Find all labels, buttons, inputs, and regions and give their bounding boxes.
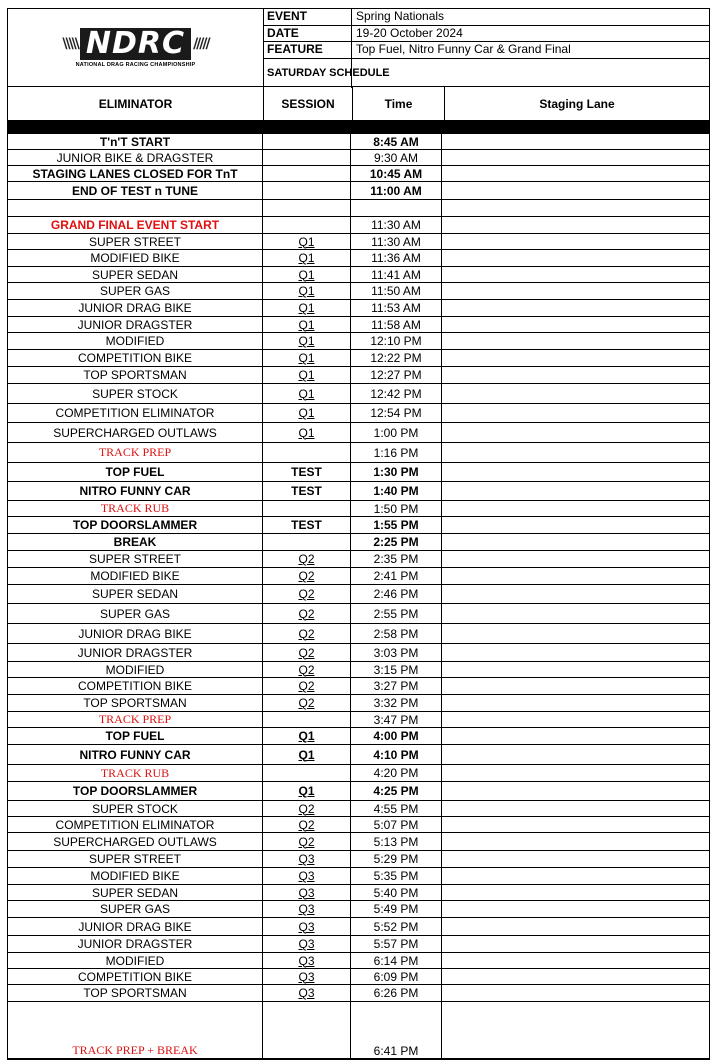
eliminator-cell: SUPER STREET <box>8 234 263 249</box>
time-cell: 11:58 AM <box>351 317 442 332</box>
time-cell: 4:55 PM <box>351 801 442 816</box>
time-cell: 1:55 PM <box>351 517 442 533</box>
table-row <box>8 851 709 868</box>
session-cell <box>263 166 351 181</box>
time-cell: 4:25 PM <box>351 782 442 800</box>
time-cell: 2:41 PM <box>351 568 442 584</box>
table-row <box>8 234 709 250</box>
staging-lane-cell <box>442 901 709 917</box>
eliminator-cell: TRACK PREP + BREAK <box>8 1002 263 1058</box>
eliminator-cell: MODIFIED BIKE <box>8 868 263 884</box>
staging-lane-cell <box>442 234 709 249</box>
eliminator-cell: SUPER GAS <box>8 283 263 299</box>
time-cell: 3:03 PM <box>351 644 442 661</box>
time-cell: 2:35 PM <box>351 551 442 567</box>
eliminator-cell: MODIFIED BIKE <box>8 568 263 584</box>
table-row <box>8 423 709 443</box>
staging-lane-cell <box>442 463 709 481</box>
eliminator-cell: TOP DOORSLAMMER <box>8 517 263 533</box>
schedule-sheet <box>7 8 710 1060</box>
time-cell: 11:30 AM <box>351 234 442 249</box>
table-row <box>8 166 709 182</box>
staging-lane-cell <box>442 953 709 968</box>
time-cell: 9:30 AM <box>351 150 442 165</box>
table-row <box>8 901 709 918</box>
eliminator-cell: TOP SPORTSMAN <box>8 985 263 1001</box>
session-cell: Q1 <box>263 728 351 744</box>
time-cell: 12:27 PM <box>351 367 442 383</box>
staging-lane-cell <box>442 333 709 349</box>
header <box>7 8 710 86</box>
time-cell: 2:58 PM <box>351 624 442 643</box>
eliminator-cell: MODIFIED BIKE <box>8 250 263 266</box>
table-row <box>8 300 709 317</box>
staging-lane-cell <box>442 585 709 603</box>
time-cell: 4:10 PM <box>351 745 442 764</box>
time-cell: 12:42 PM <box>351 384 442 403</box>
table-row <box>8 585 709 604</box>
time-cell: 5:57 PM <box>351 936 442 952</box>
table-row <box>8 765 709 782</box>
table-row <box>8 283 709 300</box>
table-row <box>8 695 709 712</box>
session-cell: Q3 <box>263 885 351 900</box>
staging-lane-cell <box>442 283 709 299</box>
table-row <box>8 712 709 728</box>
event-row <box>264 9 709 26</box>
table-row <box>8 728 709 745</box>
table-row <box>8 885 709 901</box>
staging-lane-cell <box>442 885 709 900</box>
eliminator-cell: SUPER GAS <box>8 604 263 623</box>
session-cell <box>263 200 351 216</box>
session-cell: Q2 <box>263 678 351 694</box>
session-cell: Q2 <box>263 662 351 677</box>
eliminator-cell: MODIFIED <box>8 953 263 968</box>
table-row <box>8 985 709 1002</box>
table-row <box>8 868 709 885</box>
eliminator-cell: COMPETITION ELIMINATOR <box>8 404 263 422</box>
eliminator-cell: BREAK <box>8 534 263 550</box>
staging-lane-cell <box>442 985 709 1001</box>
eliminator-cell: COMPETITION BIKE <box>8 969 263 984</box>
staging-lane-cell <box>442 134 709 149</box>
date-value: 19-20 October 2024 <box>356 25 463 40</box>
session-cell: Q3 <box>263 901 351 917</box>
table-row <box>8 501 709 517</box>
session-cell: Q1 <box>263 423 351 442</box>
table-row <box>8 568 709 585</box>
session-cell: Q2 <box>263 695 351 711</box>
staging-lane-cell <box>442 604 709 623</box>
time-cell: 8:45 AM <box>351 134 442 149</box>
time-cell: 3:32 PM <box>351 695 442 711</box>
staging-lane-cell <box>442 150 709 165</box>
table-row <box>8 678 709 695</box>
session-cell: Q3 <box>263 936 351 952</box>
eliminator-cell: TRACK RUB <box>8 765 263 781</box>
time-cell: 11:00 AM <box>351 182 442 199</box>
session-cell <box>263 217 351 233</box>
staging-lane-cell <box>442 350 709 366</box>
session-cell: Q1 <box>263 350 351 366</box>
staging-lane-cell <box>442 868 709 884</box>
session-cell: Q3 <box>263 868 351 884</box>
time-cell: 11:30 AM <box>351 217 442 233</box>
time-cell: 12:54 PM <box>351 404 442 422</box>
session-cell: Q2 <box>263 644 351 661</box>
eliminator-cell <box>8 200 263 216</box>
eliminator-cell: JUNIOR DRAG BIKE <box>8 624 263 643</box>
table-row <box>8 443 709 463</box>
staging-lane-cell <box>442 200 709 216</box>
time-cell: 6:14 PM <box>351 953 442 968</box>
staging-lane-cell <box>442 644 709 661</box>
schedule-rows <box>7 134 710 1060</box>
eliminator-cell: NITRO FUNNY CAR <box>8 745 263 764</box>
staging-lane-cell <box>442 624 709 643</box>
session-cell: Q2 <box>263 624 351 643</box>
column-headers <box>7 86 710 121</box>
day-row <box>264 58 709 88</box>
eliminator-cell: SUPER SEDAN <box>8 885 263 900</box>
eliminator-cell: JUNIOR DRAGSTER <box>8 317 263 332</box>
time-cell: 4:20 PM <box>351 765 442 781</box>
staging-lane-cell <box>442 568 709 584</box>
eliminator-cell: MODIFIED <box>8 333 263 349</box>
header-divider-bar <box>7 121 710 134</box>
eliminator-cell: TOP SPORTSMAN <box>8 695 263 711</box>
eliminator-cell: JUNIOR DRAGSTER <box>8 936 263 952</box>
staging-lane-cell <box>442 745 709 764</box>
session-cell: Q2 <box>263 568 351 584</box>
staging-lane-cell <box>442 182 709 199</box>
staging-lane-cell <box>442 936 709 952</box>
staging-lane-cell <box>442 969 709 984</box>
table-row <box>8 350 709 367</box>
logo-stripes-left: \\\\\ <box>62 35 78 52</box>
col-staging-lane: Staging Lane <box>539 96 615 111</box>
table-row <box>8 801 709 817</box>
table-row <box>8 604 709 624</box>
event-value: Spring Nationals <box>356 9 445 23</box>
staging-lane-cell <box>442 317 709 332</box>
time-cell: 3:27 PM <box>351 678 442 694</box>
table-row <box>8 384 709 404</box>
eliminator-cell: SUPER STREET <box>8 551 263 567</box>
eliminator-cell: T'n'T START <box>8 134 263 149</box>
session-cell <box>263 765 351 781</box>
eliminator-cell: MODIFIED <box>8 662 263 677</box>
time-cell: 2:55 PM <box>351 604 442 623</box>
staging-lane-cell <box>442 300 709 316</box>
session-cell <box>263 150 351 165</box>
day-label: SATURDAY SCHEDULE <box>264 59 352 88</box>
session-cell: Q2 <box>263 833 351 850</box>
session-cell: TEST <box>263 482 351 500</box>
eliminator-cell: TOP SPORTSMAN <box>8 367 263 383</box>
staging-lane-cell <box>442 695 709 711</box>
staging-lane-cell <box>442 833 709 850</box>
staging-lane-cell <box>442 662 709 677</box>
table-row <box>8 817 709 833</box>
time-cell: 1:00 PM <box>351 423 442 442</box>
session-cell: Q1 <box>263 367 351 383</box>
session-cell: Q3 <box>263 851 351 867</box>
eliminator-cell: TRACK PREP <box>8 712 263 727</box>
session-cell: Q1 <box>263 267 351 282</box>
table-row <box>8 953 709 969</box>
session-cell: Q1 <box>263 384 351 403</box>
table-row <box>8 317 709 333</box>
time-cell: 12:22 PM <box>351 350 442 366</box>
session-cell: Q1 <box>263 300 351 316</box>
staging-lane-cell <box>442 728 709 744</box>
table-row <box>8 624 709 644</box>
time-cell: 11:41 AM <box>351 267 442 282</box>
session-cell: Q2 <box>263 817 351 832</box>
eliminator-cell: SUPERCHARGED OUTLAWS <box>8 833 263 850</box>
staging-lane-cell <box>442 367 709 383</box>
session-cell <box>263 443 351 462</box>
table-row <box>8 551 709 568</box>
date-row <box>264 26 709 43</box>
staging-lane-cell <box>442 851 709 867</box>
session-cell: Q1 <box>263 404 351 422</box>
table-row <box>8 662 709 678</box>
staging-lane-cell <box>442 217 709 233</box>
eliminator-cell: SUPER STOCK <box>8 801 263 816</box>
session-cell: Q3 <box>263 969 351 984</box>
eliminator-cell: JUNIOR DRAG BIKE <box>8 300 263 316</box>
session-cell: Q3 <box>263 985 351 1001</box>
session-cell: Q1 <box>263 745 351 764</box>
time-cell: 1:30 PM <box>351 463 442 481</box>
logo-text: NDRC <box>80 28 191 60</box>
session-cell <box>263 712 351 727</box>
time-cell: 5:49 PM <box>351 901 442 917</box>
time-cell: 4:00 PM <box>351 728 442 744</box>
time-cell: 5:35 PM <box>351 868 442 884</box>
staging-lane-cell <box>442 166 709 181</box>
time-cell: 5:29 PM <box>351 851 442 867</box>
time-cell: 12:10 PM <box>351 333 442 349</box>
col-session: SESSION <box>264 87 353 120</box>
time-cell: 10:45 AM <box>351 166 442 181</box>
eliminator-cell: TRACK PREP <box>8 443 263 462</box>
staging-lane-cell <box>442 443 709 462</box>
eliminator-cell: COMPETITION ELIMINATOR <box>8 817 263 832</box>
staging-lane-cell <box>442 1002 709 1058</box>
eliminator-cell: GRAND FINAL EVENT START <box>8 217 263 233</box>
staging-lane-cell <box>442 765 709 781</box>
table-row <box>8 517 709 534</box>
eliminator-cell: STAGING LANES CLOSED FOR TnT <box>8 166 263 181</box>
table-row <box>8 250 709 267</box>
col-eliminator: ELIMINATOR <box>8 87 264 120</box>
eliminator-cell: SUPER GAS <box>8 901 263 917</box>
table-row <box>8 534 709 551</box>
session-cell <box>263 534 351 550</box>
time-cell: 1:50 PM <box>351 501 442 516</box>
staging-lane-cell <box>442 817 709 832</box>
session-cell: Q2 <box>263 585 351 603</box>
session-cell: Q1 <box>263 333 351 349</box>
table-row <box>8 782 709 801</box>
ndrc-logo <box>62 25 209 68</box>
table-row <box>8 200 709 217</box>
staging-lane-cell <box>442 801 709 816</box>
time-cell: 5:40 PM <box>351 885 442 900</box>
table-row <box>8 482 709 501</box>
logo-cell <box>8 9 264 86</box>
col-time: Time <box>353 87 445 120</box>
time-cell: 6:09 PM <box>351 969 442 984</box>
time-cell: 6:26 PM <box>351 985 442 1001</box>
staging-lane-cell <box>442 678 709 694</box>
session-cell <box>263 1002 351 1058</box>
time-cell: 2:46 PM <box>351 585 442 603</box>
table-row <box>8 367 709 384</box>
event-label: EVENT <box>264 9 352 25</box>
table-row <box>8 134 709 150</box>
session-cell: TEST <box>263 517 351 533</box>
eliminator-cell: JUNIOR DRAG BIKE <box>8 918 263 935</box>
time-cell: 1:40 PM <box>351 482 442 500</box>
time-cell: 11:36 AM <box>351 250 442 266</box>
staging-lane-cell <box>442 384 709 403</box>
eliminator-cell: SUPER STOCK <box>8 384 263 403</box>
session-cell: Q2 <box>263 604 351 623</box>
session-cell <box>263 501 351 516</box>
session-cell: TEST <box>263 463 351 481</box>
eliminator-cell: COMPETITION BIKE <box>8 350 263 366</box>
table-row <box>8 644 709 662</box>
staging-lane-cell <box>442 517 709 533</box>
eliminator-cell: SUPER SEDAN <box>8 585 263 603</box>
table-row <box>8 217 709 234</box>
session-cell <box>263 134 351 149</box>
table-row <box>8 150 709 166</box>
staging-lane-cell <box>442 250 709 266</box>
session-cell: Q3 <box>263 918 351 935</box>
feature-label: FEATURE <box>264 42 352 58</box>
eliminator-cell: JUNIOR BIKE & DRAGSTER <box>8 150 263 165</box>
table-row <box>8 936 709 953</box>
time-cell: 3:47 PM <box>351 712 442 727</box>
table-row <box>8 1002 709 1059</box>
session-cell: Q1 <box>263 317 351 332</box>
logo-subtitle: NATIONAL DRAG RACING CHAMPIONSHIP <box>75 61 196 68</box>
feature-row <box>264 42 709 58</box>
table-row <box>8 969 709 985</box>
staging-lane-cell <box>442 482 709 500</box>
time-cell: 3:15 PM <box>351 662 442 677</box>
eliminator-cell: TRACK RUB <box>8 501 263 516</box>
eliminator-cell: NITRO FUNNY CAR <box>8 482 263 500</box>
table-row <box>8 404 709 423</box>
eliminator-cell: SUPERCHARGED OUTLAWS <box>8 423 263 442</box>
staging-lane-cell <box>442 423 709 442</box>
staging-lane-cell <box>442 404 709 422</box>
time-cell: 5:07 PM <box>351 817 442 832</box>
staging-lane-cell <box>442 918 709 935</box>
staging-lane-cell <box>442 501 709 516</box>
logo-stripes-right: ///// <box>193 35 209 52</box>
time-cell: 11:53 AM <box>351 300 442 316</box>
session-cell: Q1 <box>263 234 351 249</box>
staging-lane-cell <box>442 267 709 282</box>
eliminator-cell: END OF TEST n TUNE <box>8 182 263 199</box>
date-label: DATE <box>264 26 352 42</box>
table-row <box>8 463 709 482</box>
time-cell: 2:25 PM <box>351 534 442 550</box>
eliminator-cell: TOP FUEL <box>8 463 263 481</box>
session-cell: Q3 <box>263 953 351 968</box>
table-row <box>8 267 709 283</box>
table-row <box>8 833 709 851</box>
table-row <box>8 182 709 200</box>
session-cell: Q2 <box>263 551 351 567</box>
session-cell: Q2 <box>263 801 351 816</box>
session-cell <box>263 182 351 199</box>
feature-value: Top Fuel, Nitro Funny Car & Grand Final <box>356 42 571 56</box>
eliminator-cell: SUPER SEDAN <box>8 267 263 282</box>
eliminator-cell: TOP DOORSLAMMER <box>8 782 263 800</box>
eliminator-cell: TOP FUEL <box>8 728 263 744</box>
eliminator-cell: SUPER STREET <box>8 851 263 867</box>
staging-lane-cell <box>442 534 709 550</box>
eliminator-cell: JUNIOR DRAGSTER <box>8 644 263 661</box>
table-row <box>8 745 709 765</box>
eliminator-cell: COMPETITION BIKE <box>8 678 263 694</box>
session-cell: Q1 <box>263 283 351 299</box>
time-cell: 1:16 PM <box>351 443 442 462</box>
staging-lane-cell <box>442 782 709 800</box>
time-cell: 5:13 PM <box>351 833 442 850</box>
staging-lane-cell <box>442 712 709 727</box>
time-cell <box>351 200 442 216</box>
table-row <box>8 918 709 936</box>
table-row <box>8 333 709 350</box>
time-cell: 11:50 AM <box>351 283 442 299</box>
event-meta <box>264 9 709 86</box>
session-cell: Q1 <box>263 782 351 800</box>
staging-lane-cell <box>442 551 709 567</box>
time-cell: 6:41 PM <box>351 1002 442 1058</box>
time-cell: 5:52 PM <box>351 918 442 935</box>
session-cell: Q1 <box>263 250 351 266</box>
